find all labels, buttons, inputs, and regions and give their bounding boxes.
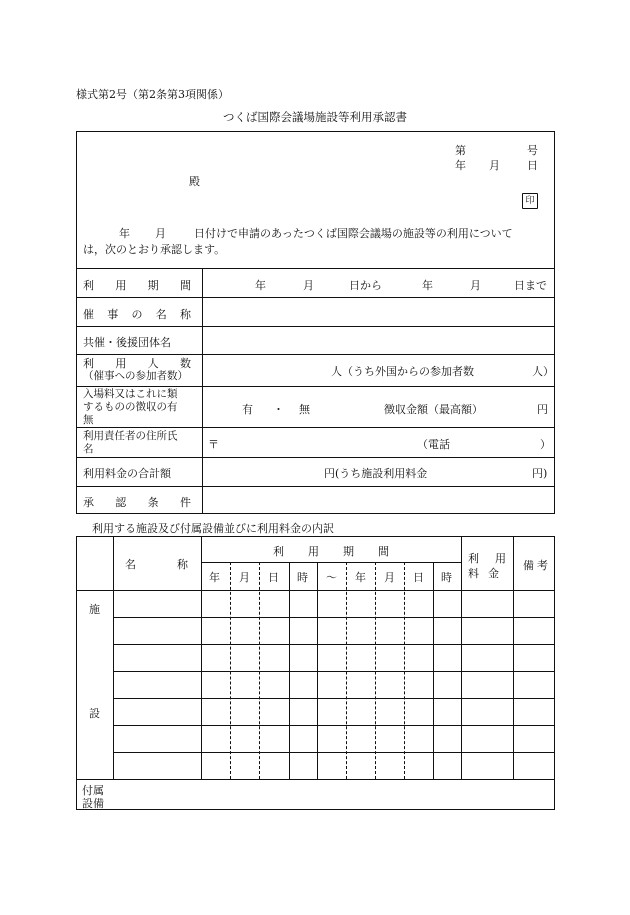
header-remarks-1: 備 <box>523 559 534 572</box>
period-end-day: 日まで <box>514 279 547 292</box>
header-name-2: 称 <box>177 558 188 571</box>
label-sponsors: 共催・後援団体名 <box>83 336 171 349</box>
label-usage-period: 利 用 期 間 <box>83 279 191 292</box>
period-end-month: 月 <box>470 279 481 292</box>
document-title: つくば国際会議場施設等利用承認書 <box>223 110 407 124</box>
addressee-suffix: 殿 <box>189 175 200 188</box>
label-total-fee: 利用料金の合計額 <box>83 467 171 480</box>
attendees-value-end: 人） <box>532 365 554 378</box>
attendees-value: 人（うち外国からの参加者数 <box>331 365 474 378</box>
unit-year-2: 年 <box>355 571 366 584</box>
label-admission-2: するものの徴収の有 <box>83 401 178 413</box>
header-fee-3: 料 <box>468 567 479 580</box>
admission-yes: 有 <box>242 403 253 416</box>
body-year: 年 <box>119 227 130 240</box>
header-name-1: 名 <box>125 558 136 571</box>
form-number-label: 様式第2号（第2条第3項関係） <box>76 88 229 101</box>
label-responsible-2: 名 <box>83 443 94 455</box>
total-fee-end: 円) <box>532 467 548 480</box>
unit-tilde: ～ <box>326 571 337 584</box>
number-dai: 第 <box>455 144 466 157</box>
date-day: 日 <box>527 159 538 172</box>
body-text-line2: は，次のとおり承認します。 <box>83 243 226 256</box>
header-remarks-2: 考 <box>537 559 548 572</box>
unit-day-2: 日 <box>413 571 424 584</box>
unit-year-1: 年 <box>209 571 220 584</box>
phone-end: ） <box>540 438 551 451</box>
header-fee-4: 金 <box>488 567 499 580</box>
unit-day-1: 日 <box>268 571 279 584</box>
date-year: 年 <box>455 159 466 172</box>
number-go: 号 <box>527 144 538 157</box>
body-month: 月 <box>155 227 166 240</box>
facility-label-2: 設 <box>89 707 100 720</box>
breakdown-caption: 利用する施設及び付属設備並びに利用料金の内訳 <box>92 522 334 535</box>
accessory-label-1: 付属 <box>82 784 104 797</box>
unit-month-1: 月 <box>239 571 250 584</box>
admission-fee-label: 徴収金額（最高額） <box>384 403 483 416</box>
unit-month-2: 月 <box>384 571 395 584</box>
header-period-4: 間 <box>378 545 389 558</box>
accessory-label-2: 設備 <box>82 797 104 810</box>
facility-breakdown-table <box>76 536 555 810</box>
label-approval-conditions: 承 認 条 件 <box>83 496 191 509</box>
seal-mark: 印 <box>522 193 538 209</box>
total-fee-value: 円(うち施設利用料金 <box>324 467 428 480</box>
date-month: 月 <box>489 159 500 172</box>
header-period-2: 用 <box>308 545 319 558</box>
facility-label-1: 施 <box>89 603 100 616</box>
unit-hour-1: 時 <box>297 571 308 584</box>
label-admission-1: 入場料又はこれに類 <box>83 388 178 400</box>
label-attendees: 利 用 人 数 <box>83 357 191 370</box>
label-attendees-sub: （催事への参加者数） <box>83 370 188 382</box>
approval-form-box <box>76 131 555 514</box>
unit-hour-2: 時 <box>441 571 452 584</box>
period-start-year: 年 <box>255 279 266 292</box>
label-event-name: 催 事 の 名 称 <box>83 308 191 321</box>
body-text-line1: 日付けで申請のあったつくば国際会議場の施設等の利用について <box>194 227 513 240</box>
header-period-3: 期 <box>343 545 354 558</box>
phone-label: （電話 <box>417 438 450 451</box>
admission-separator: ・ <box>273 403 284 416</box>
admission-yen: 円 <box>537 403 548 416</box>
header-fee-2: 用 <box>495 552 506 565</box>
label-admission-3: 無 <box>83 414 94 426</box>
label-responsible-1: 利用責任者の住所氏 <box>83 430 178 442</box>
header-period-1: 利 <box>273 545 284 558</box>
period-end-year: 年 <box>422 279 433 292</box>
admission-no: 無 <box>299 403 310 416</box>
postal-mark: 〒 <box>208 438 219 451</box>
period-start-day: 日から <box>349 279 382 292</box>
header-fee-1: 利 <box>468 552 479 565</box>
period-start-month: 月 <box>303 279 314 292</box>
